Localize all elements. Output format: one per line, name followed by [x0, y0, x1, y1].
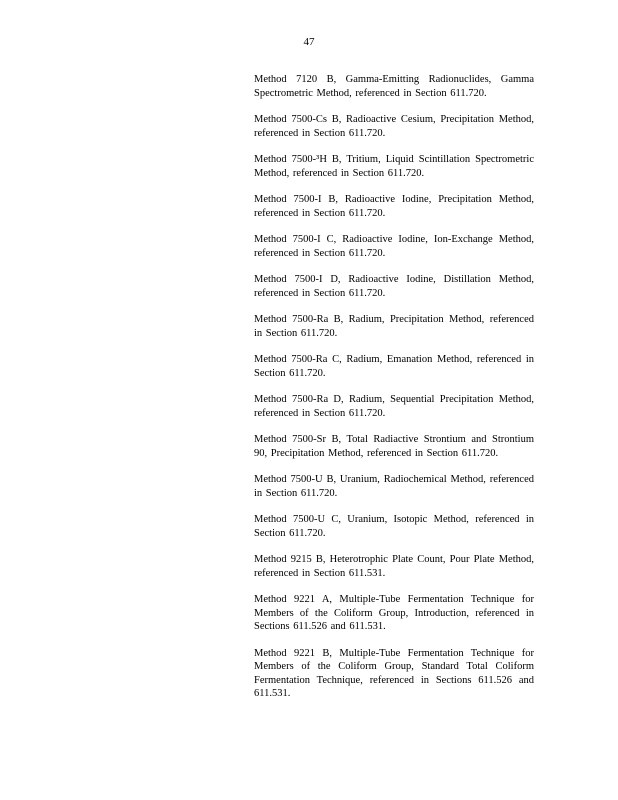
- list-item: [254, 647, 534, 701]
- method-reference-text: Method 7500-I D, Radioactive Iodine, Distillation Method, referenced in Section 611.720.: [254, 274, 534, 299]
- method-reference-text: Method 7500-Ra D, Radium, Sequential Precipitation Method, referenced in Section 611.720.: [254, 394, 534, 419]
- list-item: [254, 513, 534, 540]
- list-item: [254, 353, 534, 380]
- method-reference-text: Method 9221 A, Multiple-Tube Fermentation Technique for Members of the Coliform Group, Introduction, referenced in Sections 611.526 and 611.531.: [254, 594, 534, 632]
- list-item: [254, 233, 534, 260]
- list-item: [254, 273, 534, 300]
- list-item: [254, 313, 534, 340]
- list-item: [254, 393, 534, 420]
- list-item: [254, 593, 534, 634]
- method-reference-text: Method 7500-I B, Radioactive Iodine, Precipitation Method, referenced in Section 611.720.: [254, 194, 534, 219]
- method-reference-text: Method 7500-³H B, Tritium, Liquid Scintillation Spectrometric Method, referenced in Section 611.720.: [254, 154, 534, 179]
- method-reference-text: Method 7500-Ra B, Radium, Precipitation Method, referenced in Section 611.720.: [254, 314, 534, 339]
- list-item: [254, 73, 534, 100]
- page-number: 47: [303, 36, 315, 48]
- method-reference-text: Method 7500-Ra C, Radium, Emanation Method, referenced in Section 611.720.: [254, 354, 534, 379]
- method-reference-text: Method 7500-I C, Radioactive Iodine, Ion-Exchange Method, referenced in Section 611.720.: [254, 234, 534, 259]
- method-reference-text: Method 7500-Sr B, Total Radiactive Strontium and Strontium 90, Precipitation Method, referenced in Section 611.720.: [254, 434, 534, 459]
- list-item: [254, 553, 534, 580]
- list-item: [254, 153, 534, 180]
- method-reference-text: Method 7500-Cs B, Radioactive Cesium, Precipitation Method, referenced in Section 611.720.: [254, 114, 534, 139]
- method-reference-text: Method 9221 B, Multiple-Tube Fermentation Technique for Members of the Coliform Group, Standard Total Coliform Fermentation Technique, referenced in Sections 611.526 and 611.531.: [254, 647, 534, 699]
- method-reference-text: Method 7120 B, Gamma-Emitting Radionuclides, Gamma Spectrometric Method, referenced in Section 611.720.: [254, 74, 534, 99]
- list-item: [254, 193, 534, 220]
- list-item: [254, 433, 534, 460]
- method-reference-text: Method 9215 B, Heterotrophic Plate Count, Pour Plate Method, referenced in Section 611.531.: [254, 554, 534, 579]
- method-reference-list: [254, 73, 534, 714]
- method-reference-text: Method 7500-U C, Uranium, Isotopic Method, referenced in Section 611.720.: [254, 514, 534, 539]
- list-item: [254, 113, 534, 140]
- method-reference-text: Method 7500-U B, Uranium, Radiochemical Method, referenced in Section 611.720.: [254, 474, 534, 499]
- list-item: [254, 473, 534, 500]
